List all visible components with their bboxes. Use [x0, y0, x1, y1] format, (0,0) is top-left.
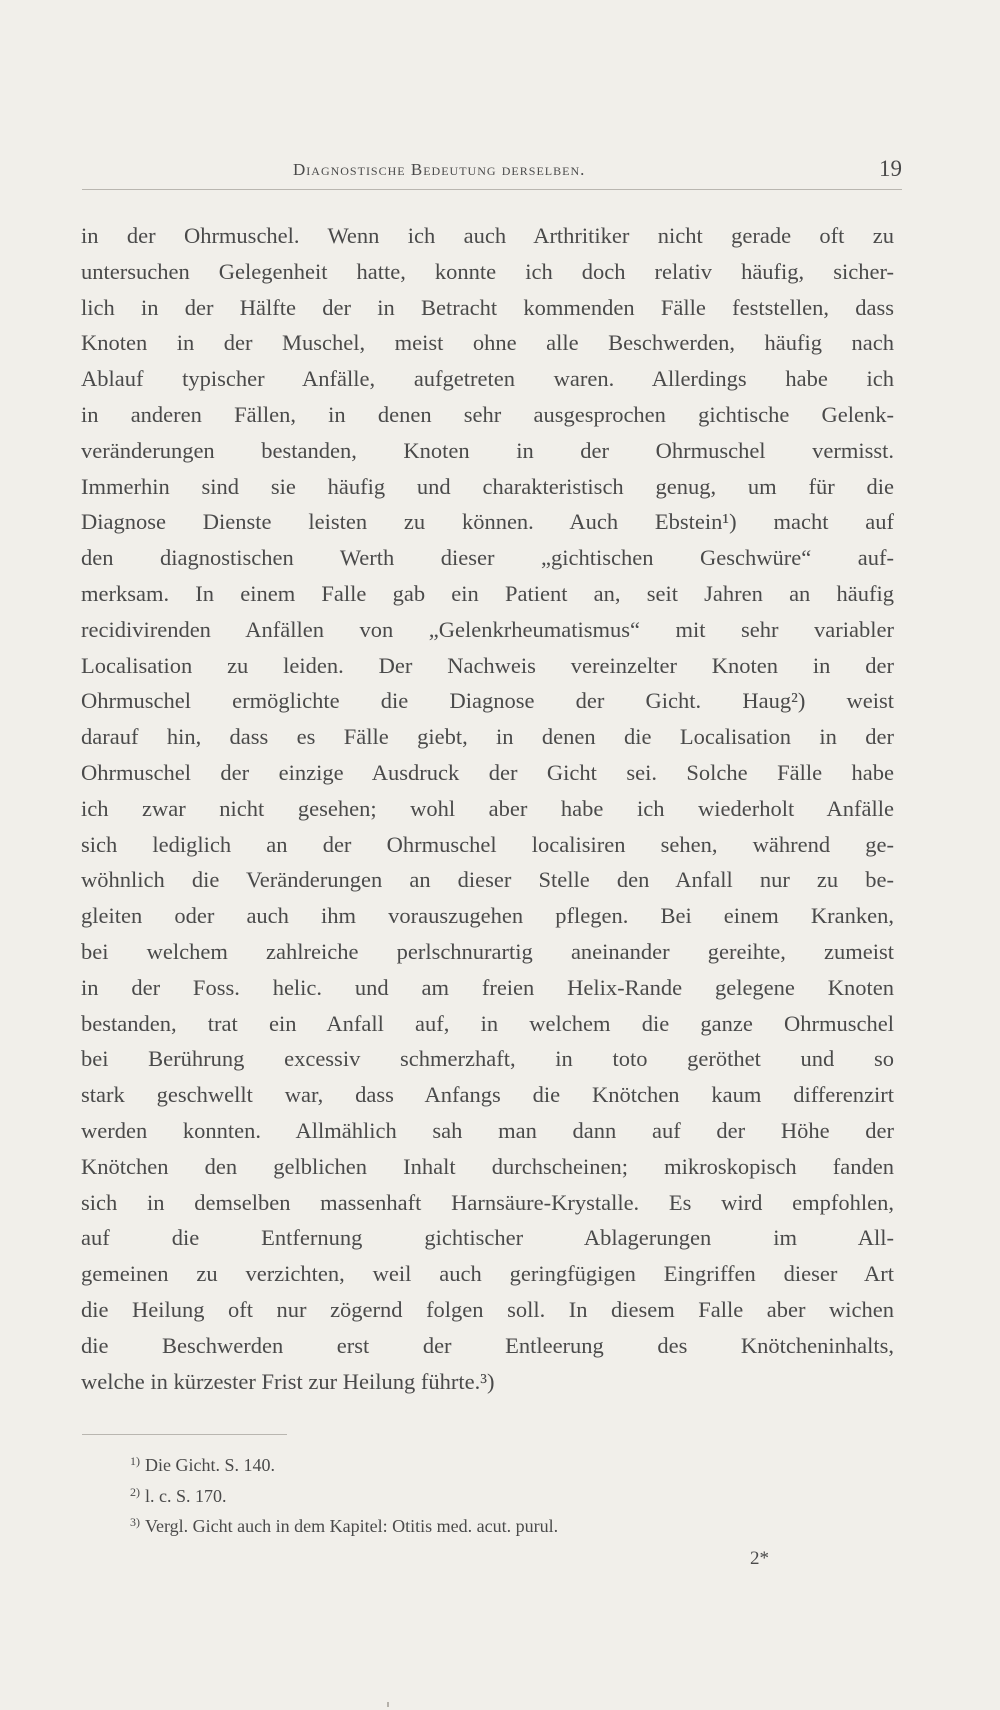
text-line: merksam. In einem Falle gab ein Patient an, seit Jahren an häufig: [81, 580, 894, 606]
footnote-text: l. c. S. 170.: [145, 1485, 227, 1506]
text-line: bei welchem zahlreiche perlschnurartig aneinander gereihte, zumeist: [81, 938, 894, 964]
text-line: Ablauf typischer Anfälle, aufgetreten waren. Allerdings habe ich: [81, 366, 894, 392]
text-line: veränderungen bestanden, Knoten in der Ohrmuschel vermisst.: [81, 437, 894, 463]
running-head-title: Diagnostische Bedeutung derselben.: [293, 160, 586, 179]
footnote-mark: 3): [130, 1515, 140, 1529]
paper-speck: [387, 1702, 389, 1707]
footnote-rule: [82, 1434, 287, 1435]
header-rule: [82, 189, 902, 190]
text-line: wöhnlich die Veränderungen an dieser Stelle den Anfall nur zu be-: [81, 867, 894, 893]
footnote-text: Die Gicht. S. 140.: [145, 1455, 275, 1475]
text-line: auf die Entfernung gichtischer Ablagerungen im All-: [81, 1225, 894, 1251]
text-line: die Heilung oft nur zögernd folgen soll. In diesem Falle aber wichen: [81, 1296, 894, 1322]
text-line: ich zwar nicht gesehen; wohl aber habe ich wiederholt Anfälle: [81, 795, 894, 821]
text-line: Diagnose Dienste leisten zu können. Auch Ebstein¹) macht auf: [81, 509, 894, 535]
text-line: Knoten in der Muschel, meist ohne alle Beschwerden, häufig nach: [81, 330, 894, 356]
text-line: Immerhin sind sie häufig und charakteristisch genug, um für die: [81, 473, 894, 499]
text-line: in der Foss. helic. und am freien Helix-Rande gelegene Knoten: [81, 974, 894, 1000]
text-line: gemeinen zu verzichten, weil auch geringfügigen Eingriffen dieser Art: [81, 1261, 894, 1287]
text-line: in der Ohrmuschel. Wenn ich auch Arthritiker nicht gerade oft zu: [81, 223, 894, 248]
text-line: den diagnostischen Werth dieser „gichtischen Geschwüre“ auf-: [81, 545, 894, 571]
text-line: darauf hin, dass es Fälle giebt, in denen die Localisation in der: [81, 724, 894, 750]
text-line: die Beschwerden erst der Entleerung des Knötcheninhalts,: [81, 1332, 894, 1358]
running-header: [82, 156, 902, 186]
text-line: sich lediglich an der Ohrmuschel localisiren sehen, während ge-: [81, 831, 894, 857]
footnote: [130, 1446, 830, 1477]
text-line: lich in der Hälfte der in Betracht kommenden Fälle feststellen, dass: [81, 294, 894, 320]
text-line: welche in kürzester Frist zur Heilung führte.³): [81, 1368, 495, 1394]
signature-mark: 2*: [750, 1548, 769, 1569]
text-line: gleiten oder auch ihm vorauszugehen pflegen. Bei einem Kranken,: [81, 903, 894, 929]
text-line: recidivirenden Anfällen von „Gelenkrheumatismus“ mit sehr variabler: [81, 616, 894, 642]
text-line: werden konnten. Allmählich sah man dann auf der Höhe der: [81, 1117, 894, 1143]
footnote-mark: 2): [130, 1484, 140, 1499]
footnote-text: Vergl. Gicht auch in dem Kapitel: Otitis med. acut. purul.: [145, 1516, 559, 1536]
footnote: [130, 1507, 830, 1538]
footnotes: [130, 1446, 830, 1538]
page-number: 19: [879, 156, 902, 181]
text-line: sich in demselben massenhaft Harnsäure-Krystalle. Es wird empfohlen,: [81, 1189, 894, 1215]
text-line: Ohrmuschel ermöglichte die Diagnose der Gicht. Haug²) weist: [81, 688, 894, 714]
footnote: [130, 1477, 830, 1508]
text-line: Ohrmuschel der einzige Ausdruck der Gicht sei. Solche Fälle habe: [81, 759, 894, 785]
text-line: in anderen Fällen, in denen sehr ausgesprochen gichtische Gelenk-: [81, 401, 894, 427]
text-line: untersuchen Gelegenheit hatte, konnte ich doch relativ häufig, sicher-: [81, 258, 894, 284]
body-text: [81, 218, 894, 1399]
text-line: Localisation zu leiden. Der Nachweis vereinzelter Knoten in der: [81, 652, 894, 678]
footnote-mark: 1): [130, 1454, 140, 1468]
text-line: bestanden, trat ein Anfall auf, in welchem die ganze Ohrmuschel: [81, 1010, 894, 1036]
text-line: bei Berührung excessiv schmerzhaft, in toto geröthet und so: [81, 1046, 894, 1072]
text-line: stark geschwellt war, dass Anfangs die Knötchen kaum differenzirt: [81, 1082, 894, 1108]
text-line: Knötchen den gelblichen Inhalt durchscheinen; mikroskopisch fanden: [81, 1153, 894, 1179]
